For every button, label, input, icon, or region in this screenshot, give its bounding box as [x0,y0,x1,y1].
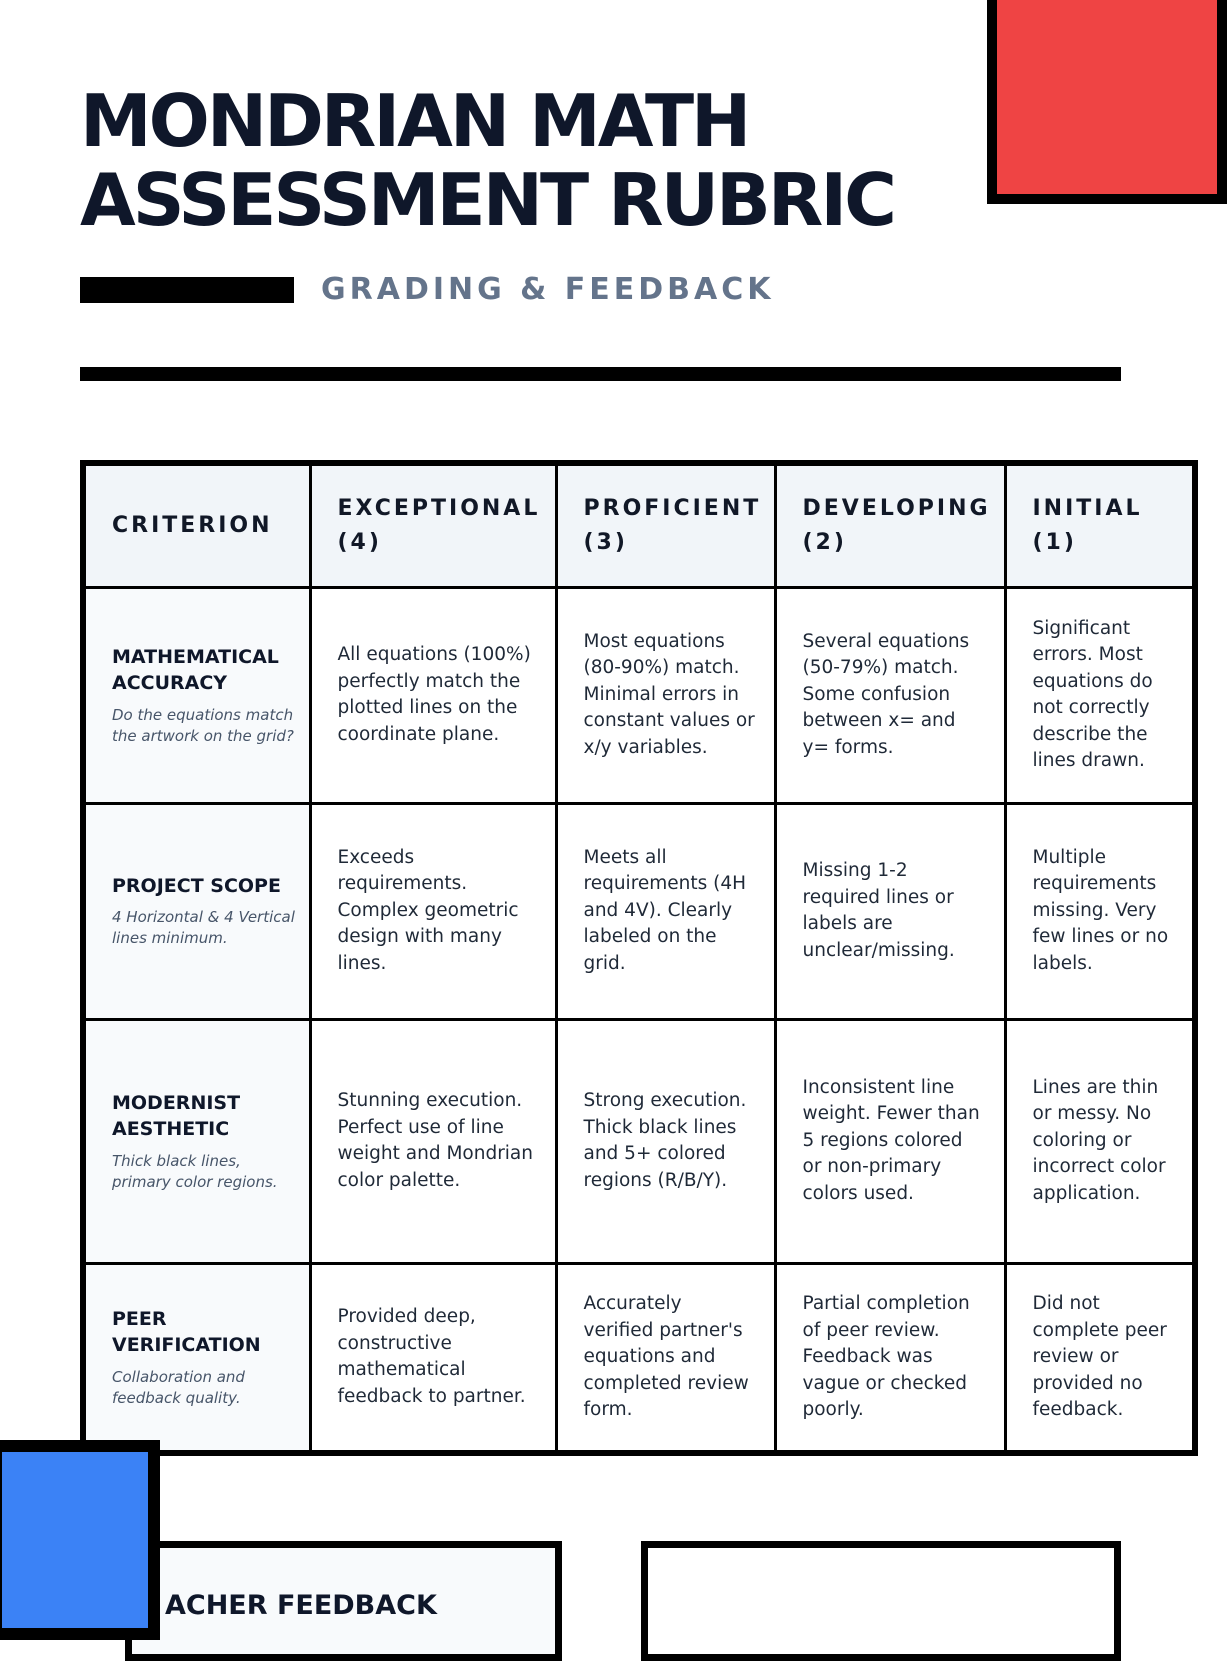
proficient-cell: Most equations (80-90%) match. Minimal errors in constant values or x/y variables. [556,587,775,803]
developing-cell: Missing 1-2 required lines or labels are unclear/missing. [775,803,1005,1019]
score-panel [641,1541,1121,1661]
rubric-row-peer-verification [83,1263,1195,1453]
header-proficient [556,463,775,587]
header-initial-score: (1) [1032,529,1077,555]
header-developing [775,463,1005,587]
header-initial-label: INITIAL [1032,495,1143,521]
header-proficient-score: (3) [583,529,628,555]
exceptional-cell: Stunning execution. Perfect use of line weight and Mondrian color palette. [310,1019,556,1263]
subtitle: GRADING & FEEDBACK [321,272,775,307]
developing-cell: Several equations (50-79%) match. Some confusion between x= and y= forms. [775,587,1005,803]
rubric-row-project-scope [83,803,1195,1019]
proficient-cell: Accurately verified partner's equations and completed review form. [556,1263,775,1453]
header-criterion [83,463,310,587]
criterion-description: Do the equations match the artwork on the grid? [112,705,294,745]
header-exceptional-score: (4) [337,529,382,555]
rubric-header-row [83,463,1195,587]
teacher-feedback-title: ACHER FEEDBACK [165,1590,437,1621]
criterion-description: Thick black lines, primary color regions. [112,1151,278,1191]
exceptional-cell: Provided deep, constructive mathematical feedback to partner. [310,1263,556,1453]
header-exceptional-label: EXCEPTIONAL [337,495,541,521]
header-initial [1005,463,1195,587]
subtitle-accent-bar [80,277,294,303]
header-developing-score: (2) [802,529,847,555]
blue-mondrian-block [0,1440,160,1640]
criterion-description: 4 Horizontal & 4 Vertical lines minimum. [112,908,295,948]
criterion-name: MODERNIST AESTHETIC [112,1091,241,1140]
rubric-row-modernist-aesthetic [83,1019,1195,1263]
initial-cell: Significant errors. Most equations do not correctly describe the lines drawn. [1005,587,1195,803]
title-line-1: MONDRIAN MATH [80,79,749,163]
initial-cell: Lines are thin or messy. No coloring or incorrect color application. [1005,1019,1195,1263]
developing-cell: Inconsistent line weight. Fewer than 5 regions colored or non-primary colors used. [775,1019,1005,1263]
initial-cell: Did not complete peer review or provided no feedback. [1005,1263,1195,1453]
teacher-feedback-panel [125,1541,562,1661]
initial-cell: Multiple requirements missing. Very few lines or no labels. [1005,803,1195,1019]
page-title [80,79,894,242]
exceptional-cell: Exceeds requirements. Complex geometric design with many lines. [310,803,556,1019]
rubric-table [80,460,1198,1456]
header-divider [80,367,1121,381]
header-exceptional [310,463,556,587]
developing-cell: Partial completion of peer review. Feedback was vague or checked poorly. [775,1263,1005,1453]
criterion-name: PEER VERIFICATION [112,1307,261,1357]
rubric-row-mathematical-accuracy [83,587,1195,803]
criterion-description: Collaboration and feedback quality. [112,1367,245,1407]
criterion-cell [83,803,310,1019]
proficient-cell: Meets all requirements (4H and 4V). Clearly labeled on the grid. [556,803,775,1019]
title-line-2: ASSESSMENT RUBRIC [80,158,894,242]
criterion-cell [83,1263,310,1453]
header-criterion-label: CRITERION [112,512,273,538]
red-mondrian-block [987,0,1227,204]
criterion-name: MATHEMATICAL ACCURACY [112,645,279,694]
exceptional-cell: All equations (100%) perfectly match the plotted lines on the coordinate plane. [310,587,556,803]
criterion-cell [83,1019,310,1263]
proficient-cell: Strong execution. Thick black lines and 5+ colored regions (R/B/Y). [556,1019,775,1263]
header-developing-label: DEVELOPING [802,495,991,521]
criterion-name: PROJECT SCOPE [112,874,281,897]
criterion-cell [83,587,310,803]
header-proficient-label: PROFICIENT [583,495,762,521]
